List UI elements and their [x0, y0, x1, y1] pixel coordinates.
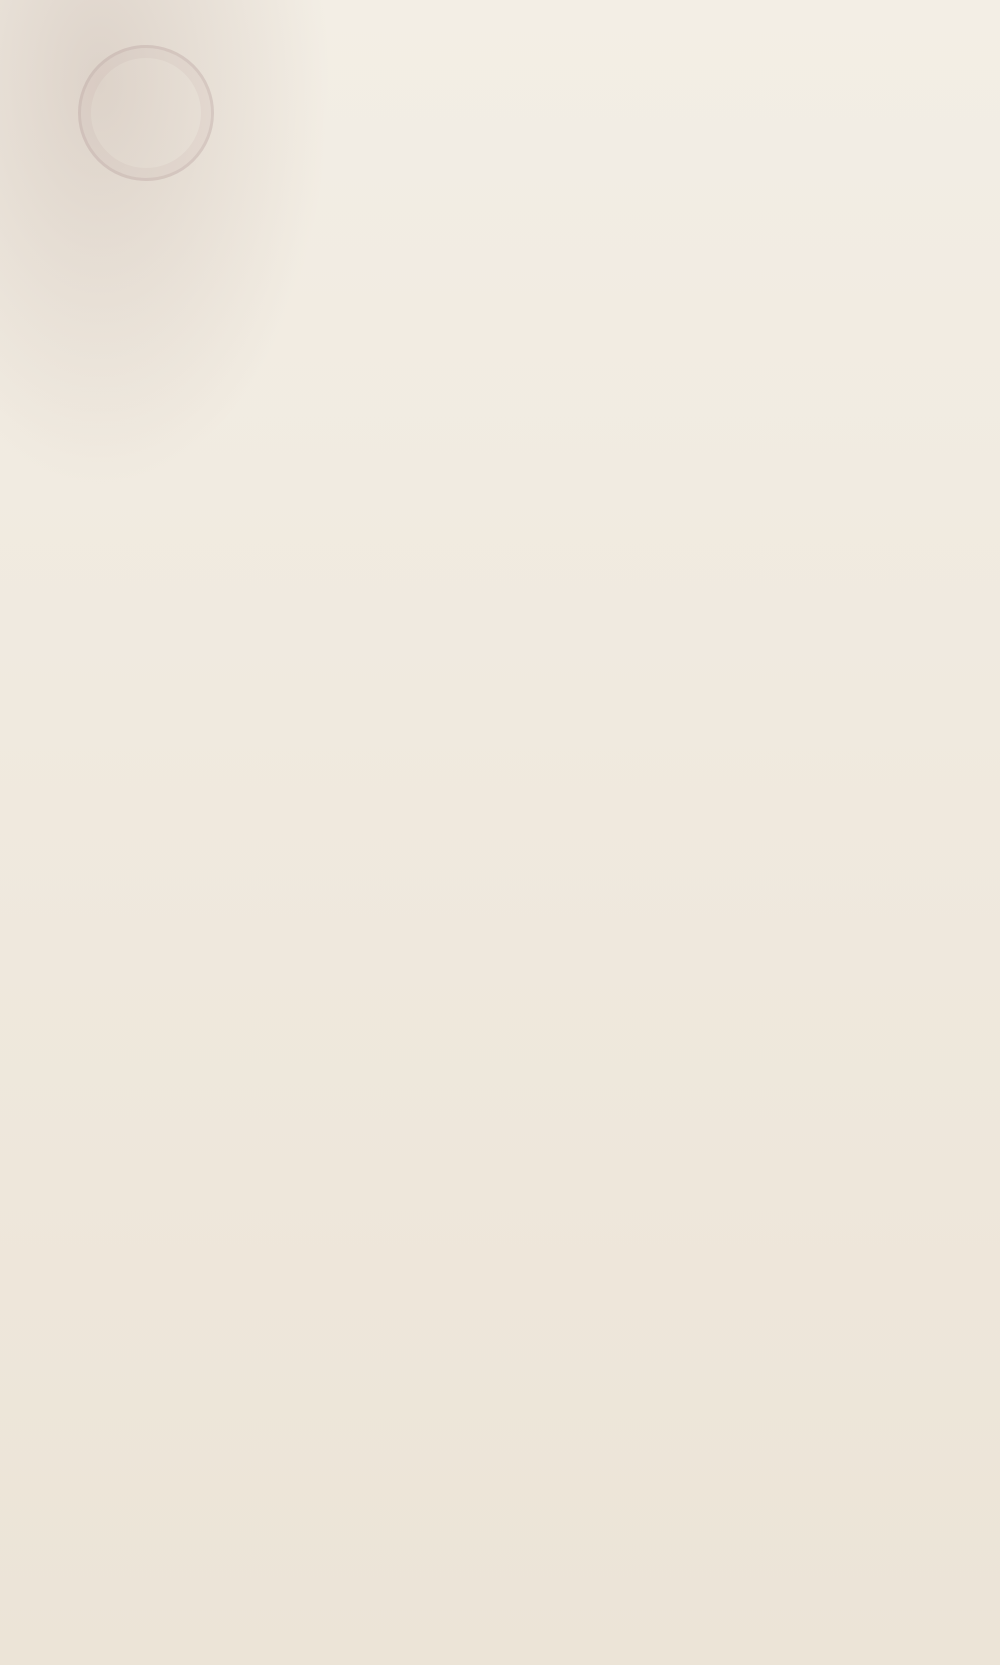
- running-header: [0, 112, 1000, 142]
